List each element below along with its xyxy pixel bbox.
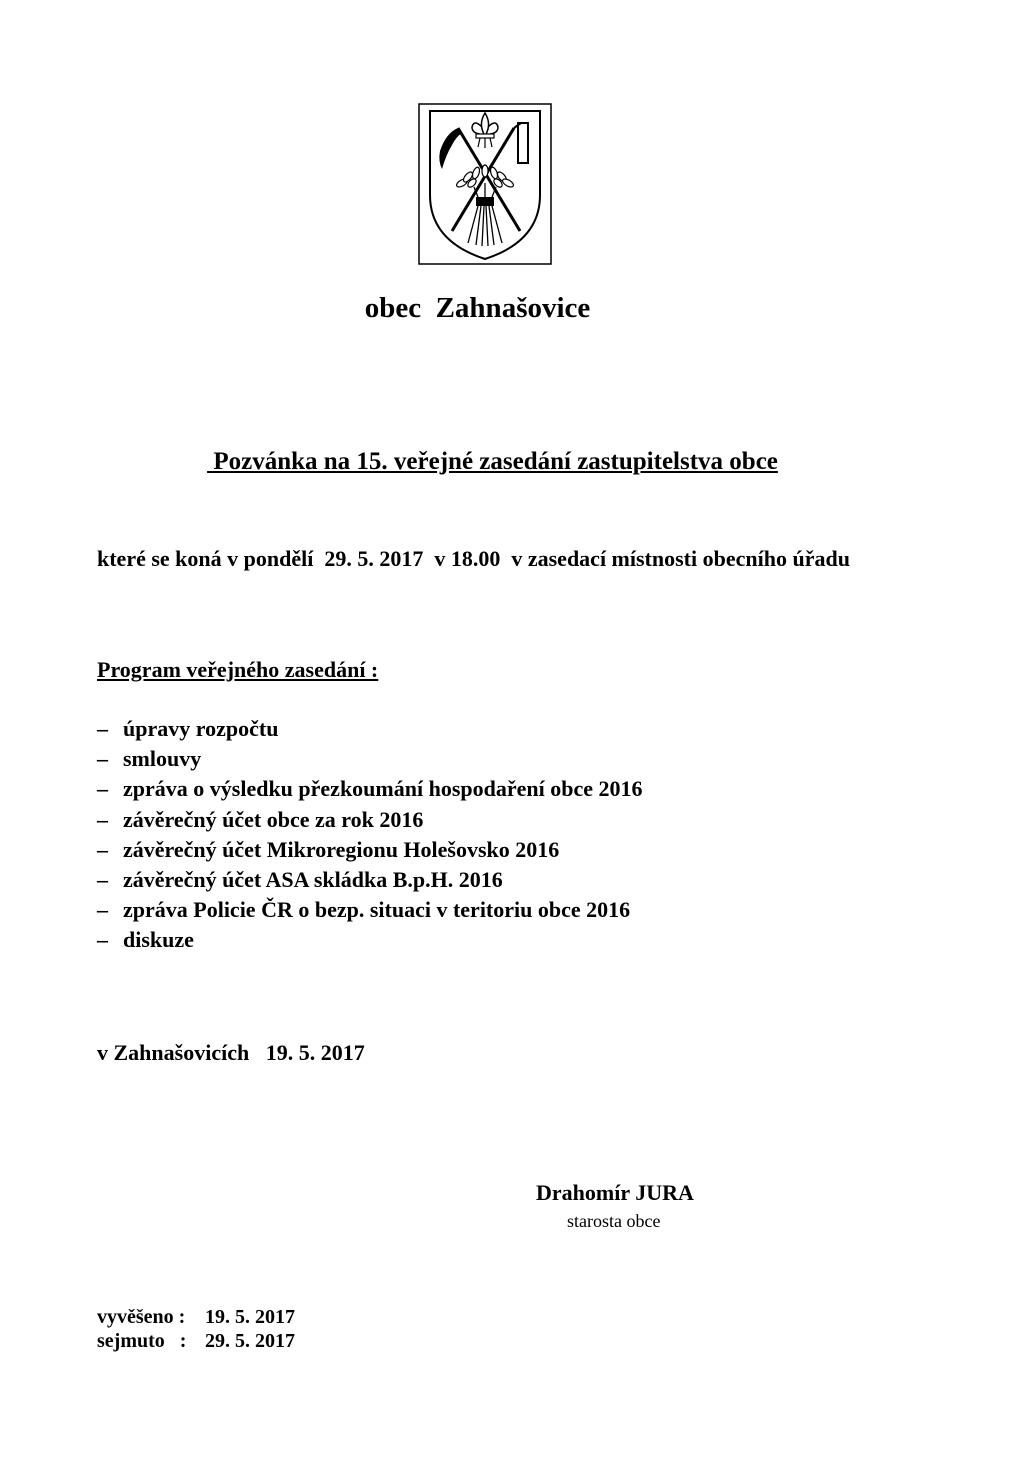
agenda-item xyxy=(97,746,643,776)
removed-row xyxy=(97,1330,295,1353)
agenda-item xyxy=(97,716,643,746)
bullet-dash: – xyxy=(97,776,108,802)
bullet-dash: – xyxy=(97,927,108,953)
agenda-item-text: zpráva Policie ČR o bezp. situaci v teritoriu obce 2016 xyxy=(123,897,631,923)
removed-date: 29. 5. 2017 xyxy=(205,1330,295,1352)
posted-label: vyvěšeno : xyxy=(97,1306,186,1328)
bullet-dash: – xyxy=(97,716,108,741)
municipality-title: obec Zahnašovice xyxy=(364,292,591,324)
bullet-dash: – xyxy=(97,746,108,772)
coat-of-arms-icon xyxy=(418,103,552,265)
bullet-dash: – xyxy=(97,806,108,832)
place-and-date: v Zahnašovicích 19. 5. 2017 xyxy=(97,1040,365,1065)
meeting-details: které se koná v pondělí 29. 5. 2017 v 18.00 v zasedací místnosti obecního úřadu xyxy=(97,546,850,571)
agenda-item xyxy=(97,776,643,806)
bullet-dash: – xyxy=(97,866,108,892)
agenda-item xyxy=(97,927,643,957)
removed-label: sejmuto : xyxy=(97,1330,187,1352)
agenda-item-text: diskuze xyxy=(123,927,194,953)
bullet-dash: – xyxy=(97,897,108,923)
signer-role: starosta obce xyxy=(567,1211,661,1231)
agenda-item-text: závěrečný účet obce za rok 2016 xyxy=(123,806,424,832)
bullet-dash: – xyxy=(97,836,108,862)
agenda-list xyxy=(97,716,643,958)
agenda-item xyxy=(97,837,643,867)
agenda-item-text: smlouvy xyxy=(123,746,202,772)
agenda-item-text: závěrečný účet Mikroregionu Holešovsko 2016 xyxy=(123,836,560,862)
posted-row xyxy=(97,1306,295,1329)
program-heading: Program veřejného zasedání : xyxy=(97,657,379,682)
agenda-item-text: závěrečný účet ASA skládka B.p.H. 2016 xyxy=(123,866,503,892)
agenda-item xyxy=(97,897,643,927)
agenda-item xyxy=(97,867,643,897)
signer-name: Drahomír JURA xyxy=(536,1180,694,1205)
posted-date: 19. 5. 2017 xyxy=(205,1306,295,1328)
agenda-item-text: úpravy rozpočtu xyxy=(123,716,279,741)
invitation-title: Pozvánka na 15. veřejné zasedání zastupitelstva obce xyxy=(207,448,778,475)
agenda-item-text: zpráva o výsledku přezkoumání hospodaření obce 2016 xyxy=(123,776,643,802)
agenda-item xyxy=(97,807,643,837)
